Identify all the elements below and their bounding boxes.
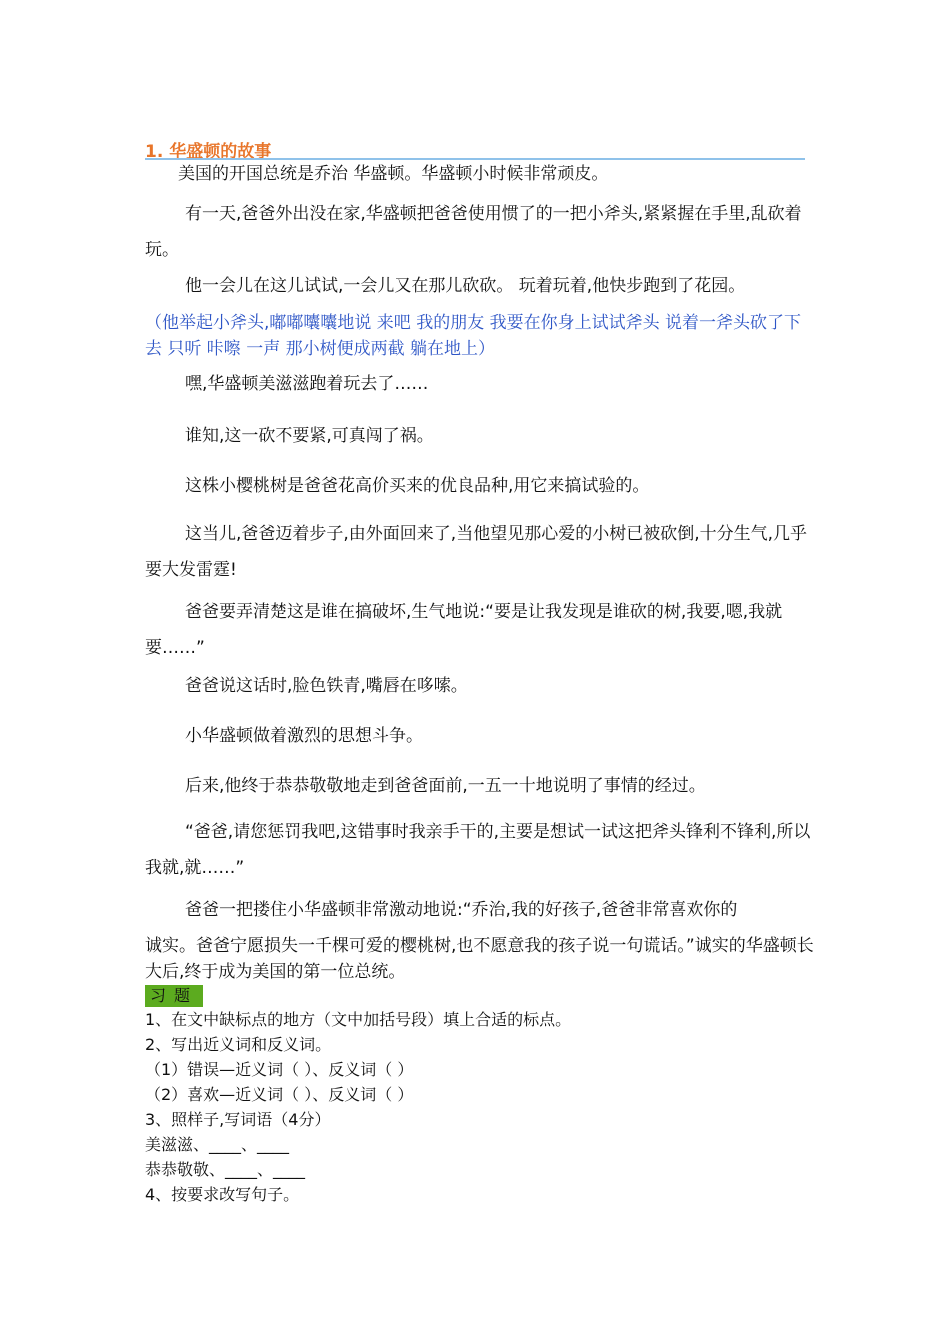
- paragraph-14-line-2: 诚实。爸爸宁愿损失一千棵可爱的樱桃树,也不愿意我的孩子说一句谎话。”诚实的华盛顿长大后,终于成为美国的第一位总统。: [145, 936, 814, 982]
- paragraph-7: 这株小樱桃树是爸爸花高价买来的优良品种,用它来搞试验的。: [185, 476, 650, 496]
- exercise-q2: 2、写出近义词和反义词。: [145, 1035, 332, 1054]
- exercise-q3-item-1: 美滋滋、____、____: [145, 1135, 290, 1154]
- exercise-q3: 3、照样子,写词语（4分）: [145, 1110, 331, 1129]
- paragraph-10: 爸爸说这话时,脸色铁青,嘴唇在哆嗦。: [185, 676, 468, 696]
- paragraph-14-line-1: 爸爸一把搂住小华盛顿非常激动地说:“乔治,我的好孩子,爸爸非常喜欢你的: [185, 900, 738, 920]
- paragraph-2: 有一天,爸爸外出没在家,华盛顿把爸爸使用惯了的一把小斧头,紧紧握在手里,乱砍着玩。: [145, 204, 802, 260]
- exercise-q2-item-1: （1）错误—近义词（ ）、反义词（ ）: [145, 1060, 414, 1079]
- paragraph-8: 这当儿,爸爸迈着步子,由外面回来了,当他望见那心爱的小树已被砍倒,十分生气,几乎要大发雷霆!: [145, 524, 808, 580]
- exercise-heading-badge: 习题: [145, 985, 203, 1007]
- paragraph-6: 谁知,这一砍不要紧,可真闯了祸。: [185, 426, 434, 446]
- story-title: 1. 华盛顿的故事: [145, 142, 272, 162]
- exercise-q1: 1、在文中缺标点的地方（文中加括号段）填上合适的标点。: [145, 1010, 572, 1029]
- paragraph-5: 嘿,华盛顿美滋滋跑着玩去了……: [185, 374, 429, 394]
- exercise-q4: 4、按要求改写句子。: [145, 1185, 300, 1204]
- paragraph-11: 小华盛顿做着激烈的思想斗争。: [185, 726, 423, 746]
- paragraph-12: 后来,他终于恭恭敬敬地走到爸爸面前,一五一十地说明了事情的经过。: [185, 776, 706, 796]
- paragraph-1: 美国的开国总统是乔治 华盛顿。华盛顿小时候非常顽皮。: [178, 164, 609, 184]
- paragraph-3: 他一会儿在这儿试试,一会儿又在那儿砍砍。 玩着玩着,他快步跑到了花园。: [185, 276, 746, 296]
- paragraph-4-bracketed: （他举起小斧头,嘟嘟囔囔地说 来吧 我的朋友 我要在你身上试试斧头 说着一斧头砍了下去 只听 咔嚓 一声 那小树便成两截 躺在地上）: [145, 313, 802, 359]
- paragraph-9: 爸爸要弄清楚这是谁在搞破坏,生气地说:“要是让我发现是谁砍的树,我要,嗯,我就要……”: [145, 602, 783, 658]
- exercise-q3-item-2: 恭恭敬敬、____、____: [145, 1160, 306, 1179]
- exercise-q2-item-2: （2）喜欢—近义词（ ）、反义词（ ）: [145, 1085, 414, 1104]
- paragraph-13: “爸爸,请您惩罚我吧,这错事时我亲手干的,主要是想试一试这把斧头锋利不锋利,所以我就,就……”: [145, 822, 811, 878]
